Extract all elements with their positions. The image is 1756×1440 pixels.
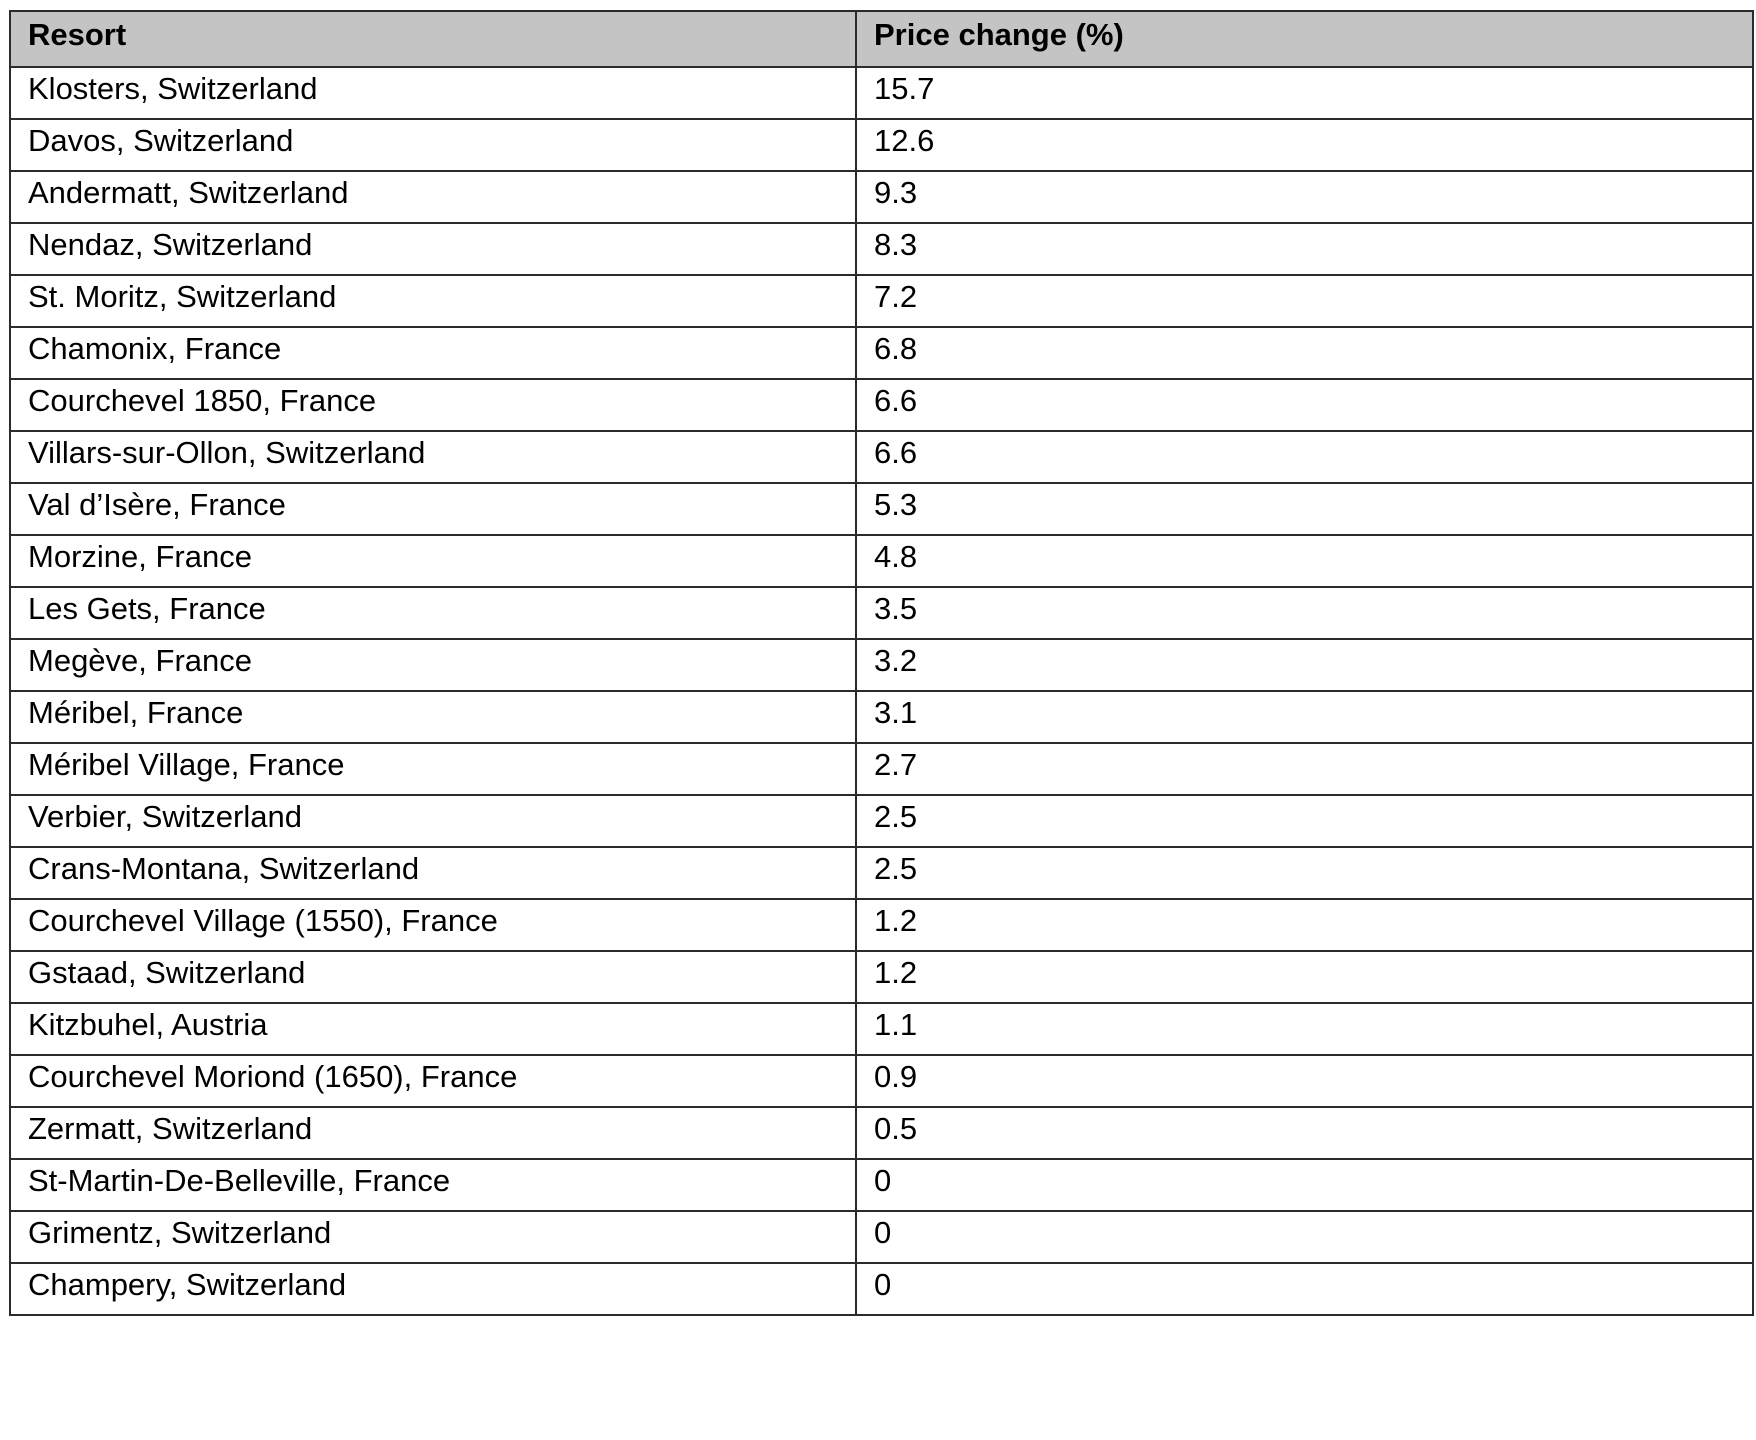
resort-cell: Grimentz, Switzerland	[10, 1211, 856, 1263]
table-row	[10, 483, 1753, 535]
price-change-cell: 2.5	[856, 847, 1753, 899]
price-change-cell: 7.2	[856, 275, 1753, 327]
price-change-cell: 2.7	[856, 743, 1753, 795]
price-change-cell: 3.2	[856, 639, 1753, 691]
resort-cell: Morzine, France	[10, 535, 856, 587]
table-row	[10, 119, 1753, 171]
table-row	[10, 743, 1753, 795]
price-change-cell: 6.6	[856, 379, 1753, 431]
price-change-cell: 4.8	[856, 535, 1753, 587]
table-row	[10, 795, 1753, 847]
price-change-cell: 0	[856, 1159, 1753, 1211]
resort-cell: Méribel, France	[10, 691, 856, 743]
column-header-resort: Resort	[10, 11, 856, 67]
price-change-cell: 1.2	[856, 899, 1753, 951]
resort-cell: Megève, France	[10, 639, 856, 691]
price-change-table-container	[9, 10, 1752, 1316]
table-row	[10, 639, 1753, 691]
resort-cell: Davos, Switzerland	[10, 119, 856, 171]
table-row	[10, 379, 1753, 431]
resort-cell: Andermatt, Switzerland	[10, 171, 856, 223]
table-row	[10, 327, 1753, 379]
resort-cell: Méribel Village, France	[10, 743, 856, 795]
table-row	[10, 847, 1753, 899]
table-row	[10, 1211, 1753, 1263]
price-change-cell: 12.6	[856, 119, 1753, 171]
price-change-cell: 6.8	[856, 327, 1753, 379]
price-change-cell: 3.1	[856, 691, 1753, 743]
resort-cell: St. Moritz, Switzerland	[10, 275, 856, 327]
resort-cell: Kitzbuhel, Austria	[10, 1003, 856, 1055]
price-change-cell: 6.6	[856, 431, 1753, 483]
price-change-cell: 2.5	[856, 795, 1753, 847]
table-row	[10, 1159, 1753, 1211]
resort-cell: Courchevel Village (1550), France	[10, 899, 856, 951]
table-body	[10, 67, 1753, 1315]
table-row	[10, 223, 1753, 275]
table-row	[10, 171, 1753, 223]
price-change-cell: 15.7	[856, 67, 1753, 119]
table-row	[10, 691, 1753, 743]
header-row	[10, 11, 1753, 67]
price-change-cell: 1.1	[856, 1003, 1753, 1055]
table-row	[10, 1107, 1753, 1159]
resort-cell: Courchevel 1850, France	[10, 379, 856, 431]
table-row	[10, 1263, 1753, 1315]
table-row	[10, 275, 1753, 327]
resort-cell: Villars-sur-Ollon, Switzerland	[10, 431, 856, 483]
resort-cell: Courchevel Moriond (1650), France	[10, 1055, 856, 1107]
column-header-price-change: Price change (%)	[856, 11, 1753, 67]
resort-cell: Zermatt, Switzerland	[10, 1107, 856, 1159]
resort-cell: Chamonix, France	[10, 327, 856, 379]
price-change-cell: 0	[856, 1211, 1753, 1263]
price-change-cell: 3.5	[856, 587, 1753, 639]
table-row	[10, 1055, 1753, 1107]
table-row	[10, 1003, 1753, 1055]
table-row	[10, 899, 1753, 951]
price-change-cell: 0.9	[856, 1055, 1753, 1107]
resort-cell: Val d’Isère, France	[10, 483, 856, 535]
table-row	[10, 587, 1753, 639]
table-row	[10, 67, 1753, 119]
table-header	[10, 11, 1753, 67]
price-change-cell: 9.3	[856, 171, 1753, 223]
resort-cell: Crans-Montana, Switzerland	[10, 847, 856, 899]
table-row	[10, 535, 1753, 587]
table-row	[10, 431, 1753, 483]
resort-cell: Nendaz, Switzerland	[10, 223, 856, 275]
price-change-cell: 1.2	[856, 951, 1753, 1003]
price-change-table	[9, 10, 1754, 1316]
price-change-cell: 0.5	[856, 1107, 1753, 1159]
resort-cell: Klosters, Switzerland	[10, 67, 856, 119]
table-row	[10, 951, 1753, 1003]
resort-cell: Verbier, Switzerland	[10, 795, 856, 847]
resort-cell: St-Martin-De-Belleville, France	[10, 1159, 856, 1211]
price-change-cell: 0	[856, 1263, 1753, 1315]
price-change-cell: 8.3	[856, 223, 1753, 275]
resort-cell: Les Gets, France	[10, 587, 856, 639]
resort-cell: Gstaad, Switzerland	[10, 951, 856, 1003]
price-change-cell: 5.3	[856, 483, 1753, 535]
resort-cell: Champery, Switzerland	[10, 1263, 856, 1315]
